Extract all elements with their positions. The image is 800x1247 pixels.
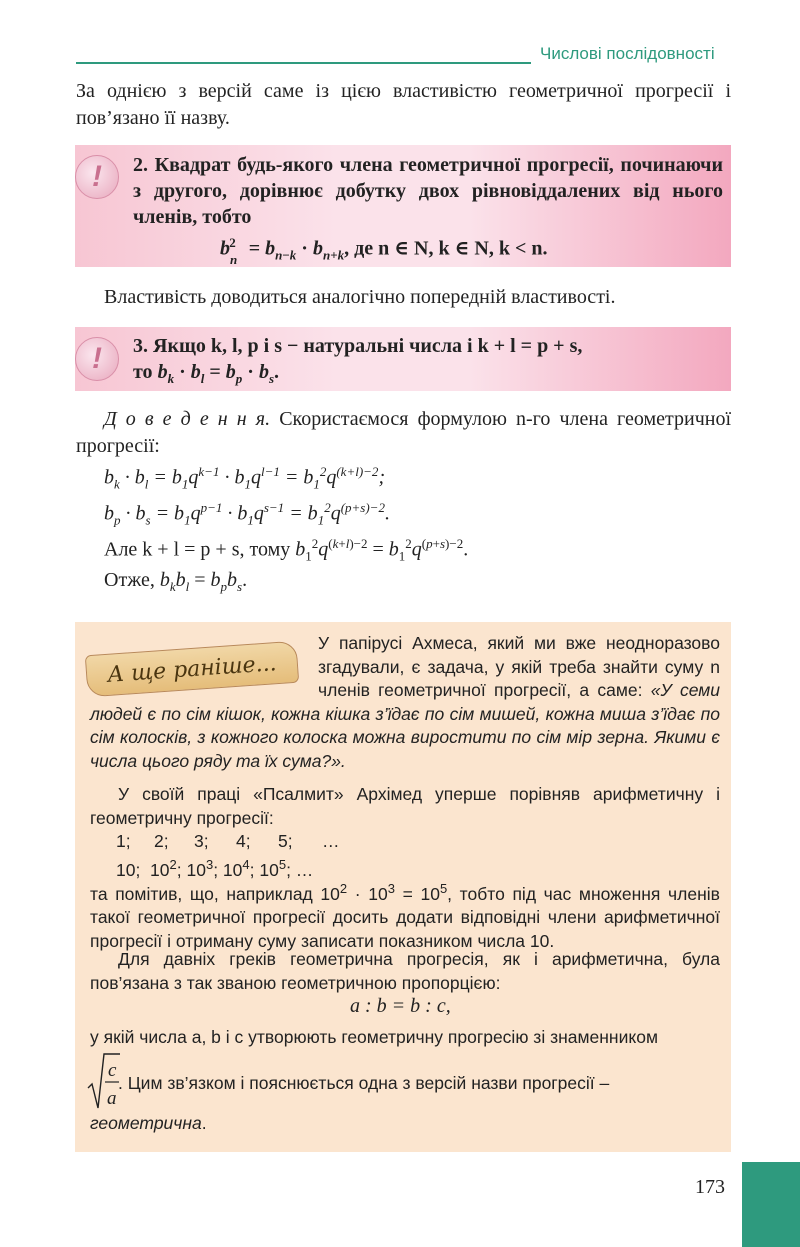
property-2-note: Властивість доводиться аналогічно попередній властивості. <box>104 286 616 308</box>
proof-formula-3: Але k + l = p + s, тому $b_1^2q^{(k+l)-2} = b_1^2q^{(p+s)-2}$. <box>104 536 469 564</box>
proof-conclusion: Отже, $b_kb_l = b_pb_s$. <box>104 569 248 594</box>
geom-progression-row: 10; $10^2$; $10^3$; $10^4$; $10^5$; … <box>116 857 314 880</box>
page-number: 173 <box>695 1176 725 1198</box>
history-paragraph-2: У своїй праці «Псалмит» Архімед уперше порівняв арифметичну і геометричну прогресії: <box>90 784 720 828</box>
history-paragraph-6-end: геометрична. <box>90 1113 207 1133</box>
property-2-formula: $b_n^2 = b_{n-k} \cdot b_{n+k}$, де n ∈ N, k ∈ N, k < n. <box>220 235 548 267</box>
property-2-box <box>75 145 731 267</box>
sqrt-c-over-a <box>86 1050 120 1112</box>
running-header: Числові послідовності <box>540 44 715 63</box>
exclamation-icon: ! <box>75 337 119 381</box>
history-paragraph-1: У папірусі Ахмеса, який ми вже неодноразово згадували, є задача, у якій треба знайти суму n членів геометричної прогресії, а саме: «У семи людей є по сім кішок, кожна кішка з’їдає по сім мишей, кожна миша з’їдає по сім колосків, з кожного колоска можна виростити по сім мір зерна. Якими є числа цього ряду та їх сума?». <box>90 633 720 771</box>
proof-formula-1: $b_k \cdot b_l = b_1q^{k-1} \cdot b_1q^{l-1} = b_1^2q^{(k+l)-2}$; <box>104 464 386 492</box>
proof-label: Д о в е д е н н я. <box>104 408 271 430</box>
svg-text:a: a <box>107 1088 117 1109</box>
chapter-tab <box>742 1162 800 1247</box>
history-paragraph-6: . Цим зв’язком і пояснюється одна з версій назви прогресії – <box>118 1073 610 1093</box>
proof-text: Скористаємося формулою n-го члена геометричної прогресії: <box>76 408 732 457</box>
property-3-box <box>75 327 731 391</box>
property-3-text: 3. Якщо k, l, p і s − натуральні числа і k + l = p + s, <box>133 335 583 357</box>
intro-paragraph: За однією з версій саме із цією властивістю геометричної прогресії і пов’язано її назву. <box>76 80 731 129</box>
proof-intro <box>76 406 731 460</box>
property-2-text: 2. Квадрат будь-якого члена геометричної прогресії, починаючи з другого, дорівнює добутку двох рівновіддалених від нього членів, тобто <box>133 154 723 228</box>
history-paragraph-4: Для давніх греків геометрична прогресія, як і арифметична, була пов’язана з так званою геометричною пропорцією: <box>90 949 720 993</box>
arith-progression-row: 1; 2; 3; 4; 5; … <box>116 831 340 851</box>
history-paragraph-5: у якій числа a, b і c утворюють геометричну прогресію зі знаменником <box>90 1027 658 1047</box>
header-rule <box>76 62 531 64</box>
svg-text:c: c <box>108 1060 117 1081</box>
exclamation-icon: ! <box>75 155 119 199</box>
history-paragraph-3: та помітив, що, наприклад $10^2 \cdot 10^3 = 10^5$, тобто під час множення членів такої геометричної прогресії досить додати відповідні члени арифметичної прогресії і отриману суму записати показником числа 10. <box>90 881 720 951</box>
geometric-proportion: a : b = b : c, <box>350 995 451 1017</box>
proof-formula-2: $b_p \cdot b_s = b_1q^{p-1} \cdot b_1q^{s-1} = b_1^2q^{(p+s)-2}$. <box>104 500 390 528</box>
history-quote: «У семи людей є по сім кішок, кожна кішка з’їдає по сім мишей, кожна миша з’їдає по сім колосків, з кожного колоска можна виростити по сім мір зерна. Якими є числа цього ряду та їх сума?». <box>90 680 720 771</box>
history-banner: А ще раніше... <box>85 641 299 698</box>
property-2-condition: , де n ∈ N, k ∈ N, k < n. <box>344 237 548 260</box>
property-3-formula: то $b_k \cdot b_l = b_p \cdot b_s$. <box>133 361 279 386</box>
